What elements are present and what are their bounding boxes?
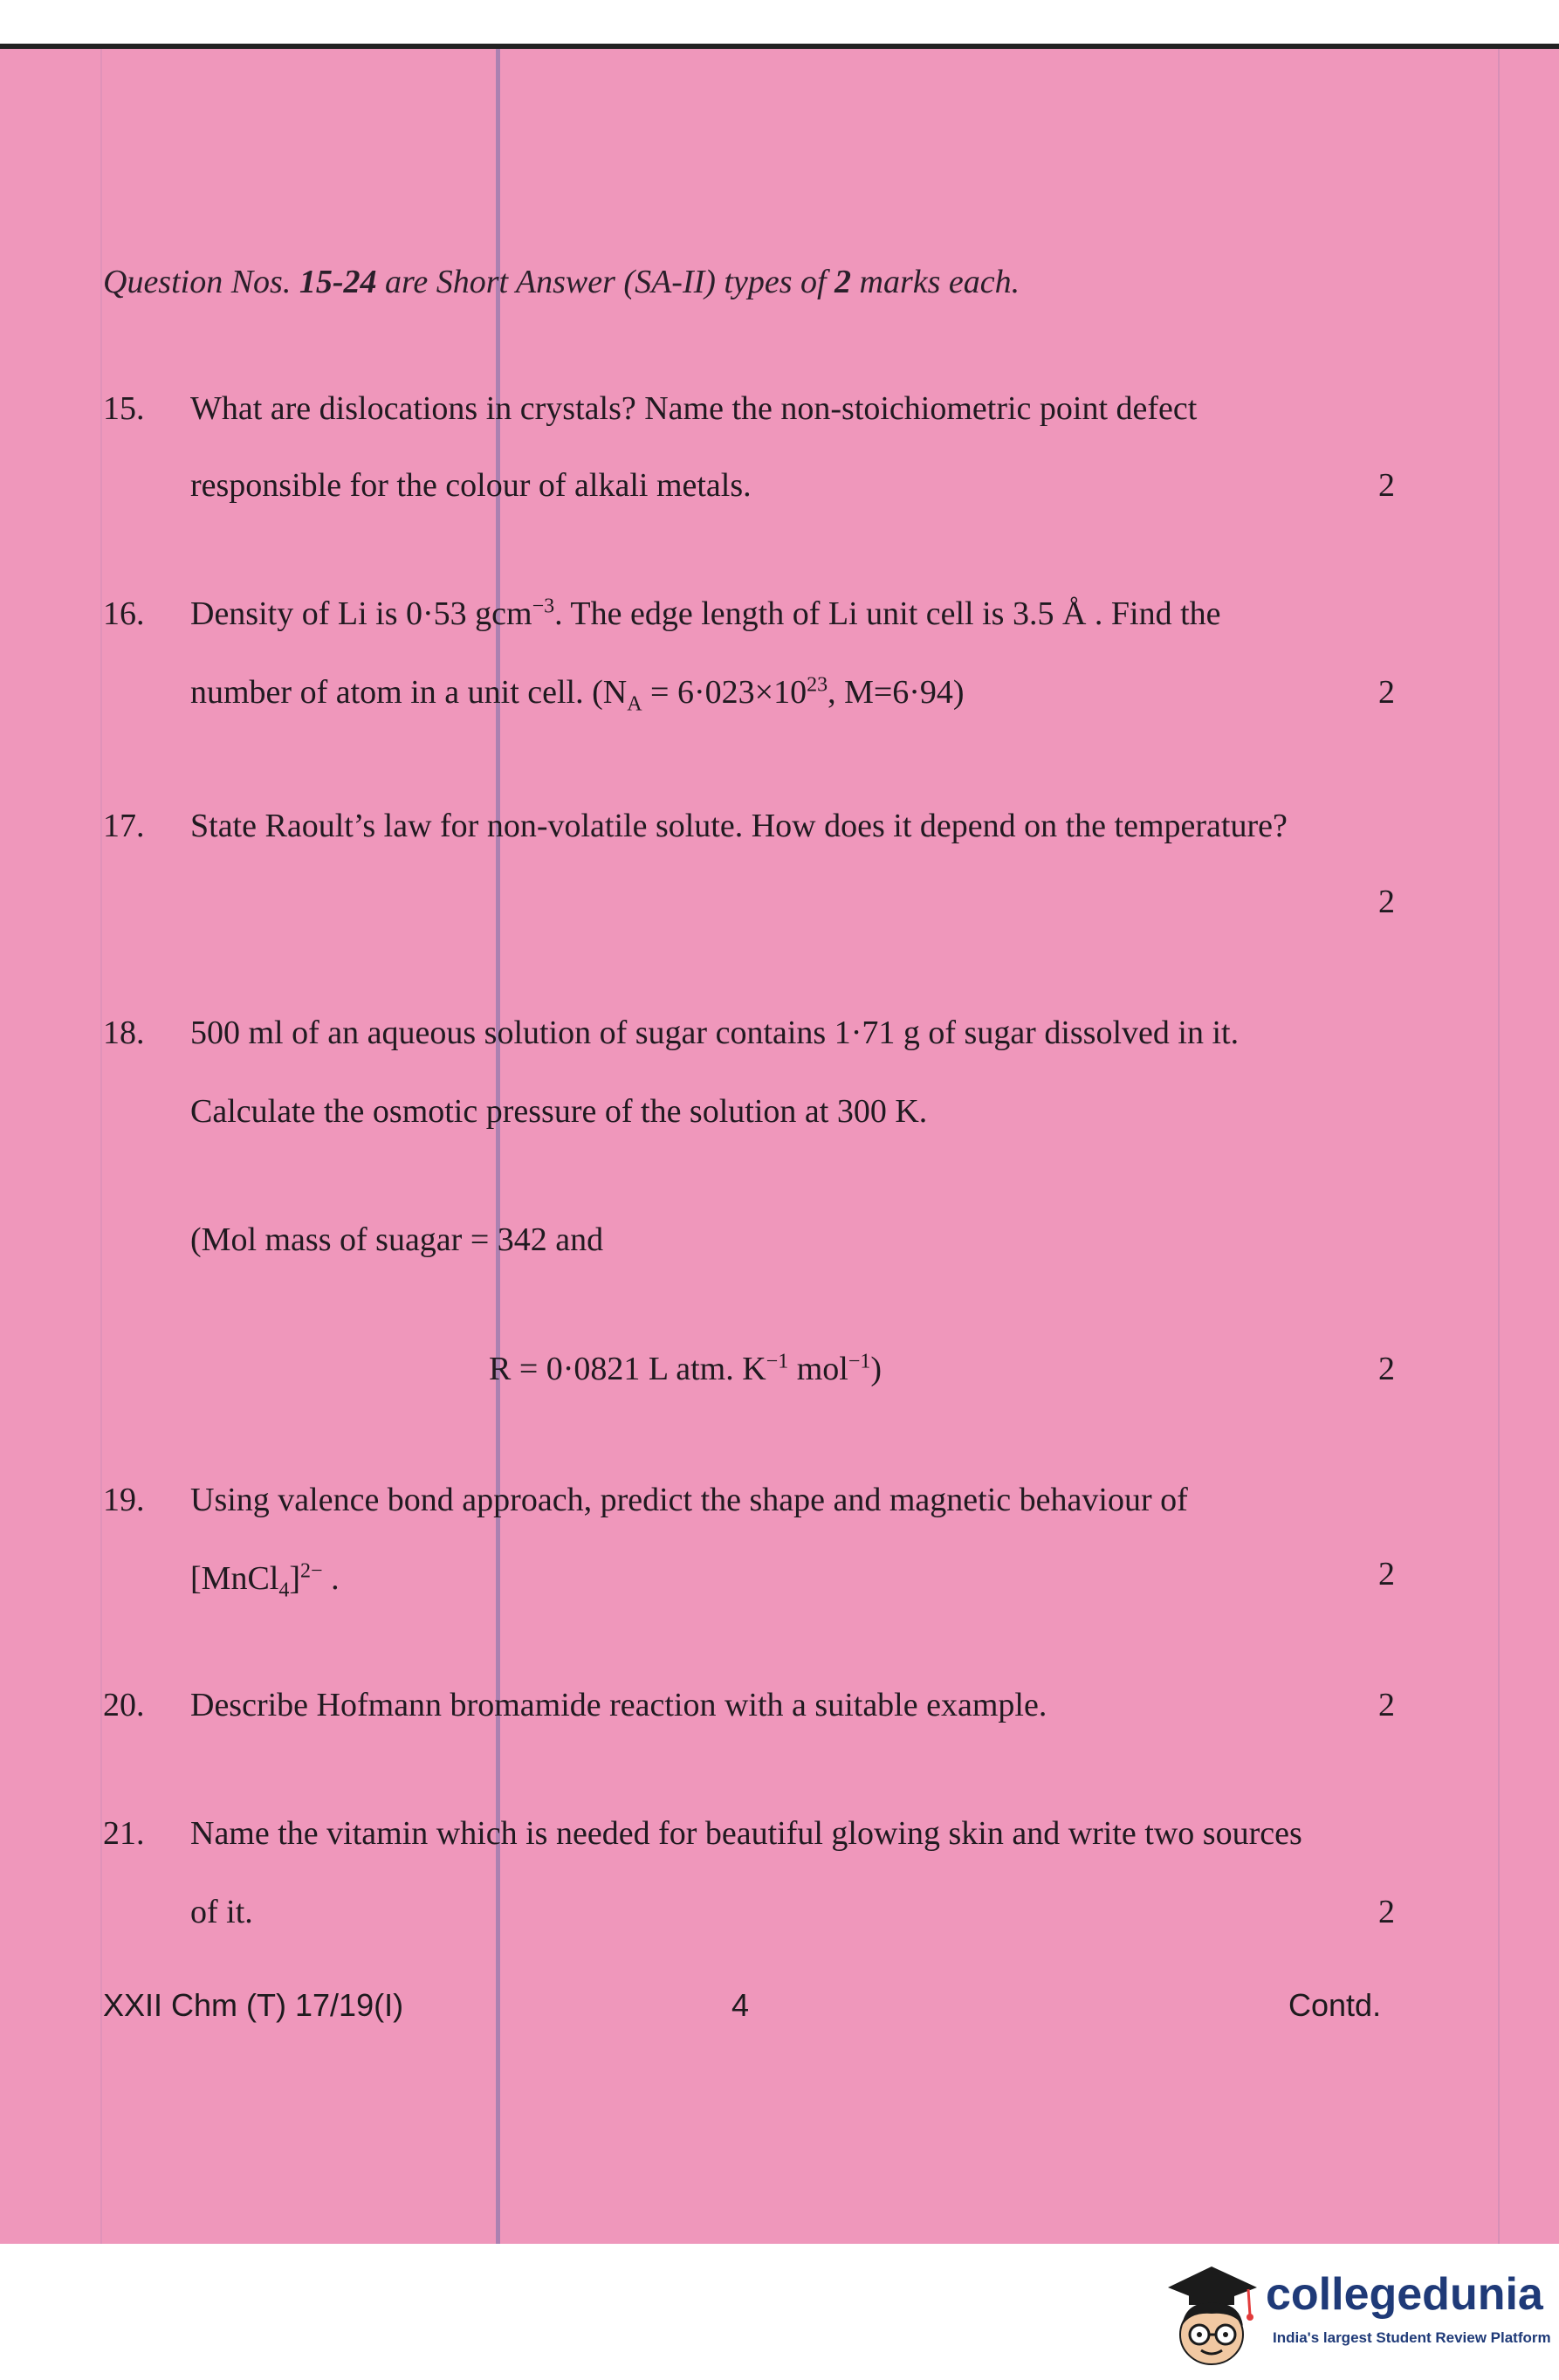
question-17-marks: 2 (1378, 884, 1395, 920)
fold-crease-right (1498, 49, 1500, 2244)
question-19-complex: [MnCl$_4$]$^{2-}$ . (190, 1559, 340, 1602)
question-16-number: 16. (103, 595, 145, 632)
question-18-line-3: (Mol mass of suagar = 342 and (190, 1221, 604, 1258)
question-19-line-1: Using valence bond approach, predict the shape and magnetic behaviour of (190, 1482, 1188, 1518)
collegedunia-watermark (1150, 2251, 1552, 2373)
question-16-line-1: Density of Li is 0·53 gcm$^{-3}$. The edge length of Li unit cell is 3.5 Å . Find the (190, 595, 1221, 632)
question-21-marks: 2 (1378, 1894, 1395, 1930)
question-16-line-2: number of atom in a unit cell. ($N_A = 6\cdot 023\times 10^{23}$, M=6·94) (190, 673, 965, 716)
question-18-line-1: 500 ml of an aqueous solution of sugar contains 1·71 g of sugar dissolved in it. (190, 1015, 1240, 1051)
question-20-marks: 2 (1378, 1687, 1395, 1723)
question-15-marks: 2 (1378, 467, 1395, 504)
question-18-number: 18. (103, 1015, 145, 1051)
question-15-line-1: What are dislocations in crystals? Name the non-stoichiometric point defect (190, 390, 1198, 427)
exam-page (0, 49, 1559, 2244)
question-17-line-1: State Raoult’s law for non-volatile solute. How does it depend on the temperature? (190, 808, 1288, 844)
question-17-number: 17. (103, 808, 145, 844)
continued-label: Contd. (1288, 1987, 1382, 2023)
mascot-logo-icon (1150, 2251, 1264, 2373)
question-18-formula: R = 0·0821 L atm. $K^{-1}$ mol$^{-1}$) (489, 1350, 883, 1387)
question-19-marks: 2 (1378, 1556, 1395, 1592)
question-18-marks: 2 (1378, 1351, 1395, 1387)
question-18-line-2: Calculate the osmotic pressure of the solution at 300 K. (190, 1093, 928, 1130)
question-21-line-1: Name the vitamin which is needed for beautiful glowing skin and write two sources (190, 1815, 1302, 1852)
question-19-number: 19. (103, 1482, 145, 1518)
question-20-line-1: Describe Hofmann bromamide reaction with a suitable example. (190, 1687, 1047, 1723)
brand-tagline: India's largest Student Review Platform (1273, 2329, 1551, 2346)
section-instruction: Question Nos. 15-24 are Short Answer (SA-II) types of 2 marks each. (103, 264, 1020, 300)
fold-crease-left (100, 49, 102, 2244)
question-16-marks: 2 (1378, 674, 1395, 711)
question-21-number: 21. (103, 1815, 145, 1852)
brand-name: collegedunia (1266, 2269, 1543, 2320)
fold-crease (496, 49, 500, 2244)
page-number: 4 (731, 1987, 750, 2023)
question-21-line-2: of it. (190, 1894, 253, 1930)
paper-code: XXII Chm (T) 17/19(I) (103, 1987, 404, 2023)
question-15-line-2: responsible for the colour of alkali metals. (190, 467, 752, 504)
question-15-number: 15. (103, 390, 145, 427)
question-20-number: 20. (103, 1687, 145, 1723)
